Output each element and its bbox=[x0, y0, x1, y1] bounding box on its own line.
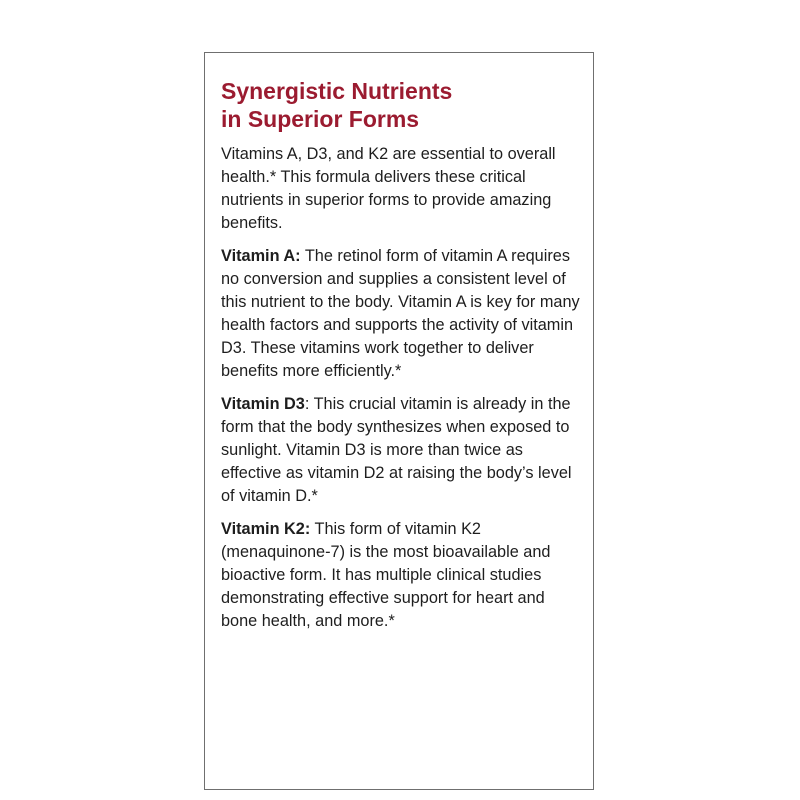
vitamin-d3-paragraph bbox=[221, 393, 583, 508]
panel-content bbox=[221, 77, 583, 643]
vitamin-a-paragraph bbox=[221, 245, 583, 383]
vitamin-a-label: Vitamin A: bbox=[221, 247, 301, 265]
info-panel bbox=[204, 52, 594, 790]
vitamin-k2-paragraph bbox=[221, 518, 583, 633]
vitamin-k2-text: This form of vitamin K2 (menaquinone-7) is the most bioavailable and bioactive form. It has multiple clinical studies demonstrating effective support for heart and bone health, and more.* bbox=[221, 520, 551, 630]
vitamin-a-text: The retinol form of vitamin A requires no conversion and supplies a consistent level of this nutrient to the body. Vitamin A is key for many health factors and supports the activity of vitamin D3. These vitamins work together to deliver benefits more efficiently.* bbox=[221, 247, 580, 380]
panel-title bbox=[221, 77, 583, 133]
intro-paragraph: Vitamins A, D3, and K2 are essential to overall health.* This formula delivers these critical nutrients in superior forms to provide amazing benefits. bbox=[221, 145, 556, 232]
title-line-1: Synergistic Nutrients bbox=[221, 78, 453, 104]
vitamin-d3-label: Vitamin D3 bbox=[221, 395, 305, 413]
vitamin-d3-text: : This crucial vitamin is already in the form that the body synthesizes when exposed to sunlight. Vitamin D3 is more than twice as effective as vitamin D2 at raising the body’s level of vitamin D.* bbox=[221, 395, 572, 505]
title-line-2: in Superior Forms bbox=[221, 106, 420, 132]
vitamin-k2-label: Vitamin K2: bbox=[221, 520, 311, 538]
